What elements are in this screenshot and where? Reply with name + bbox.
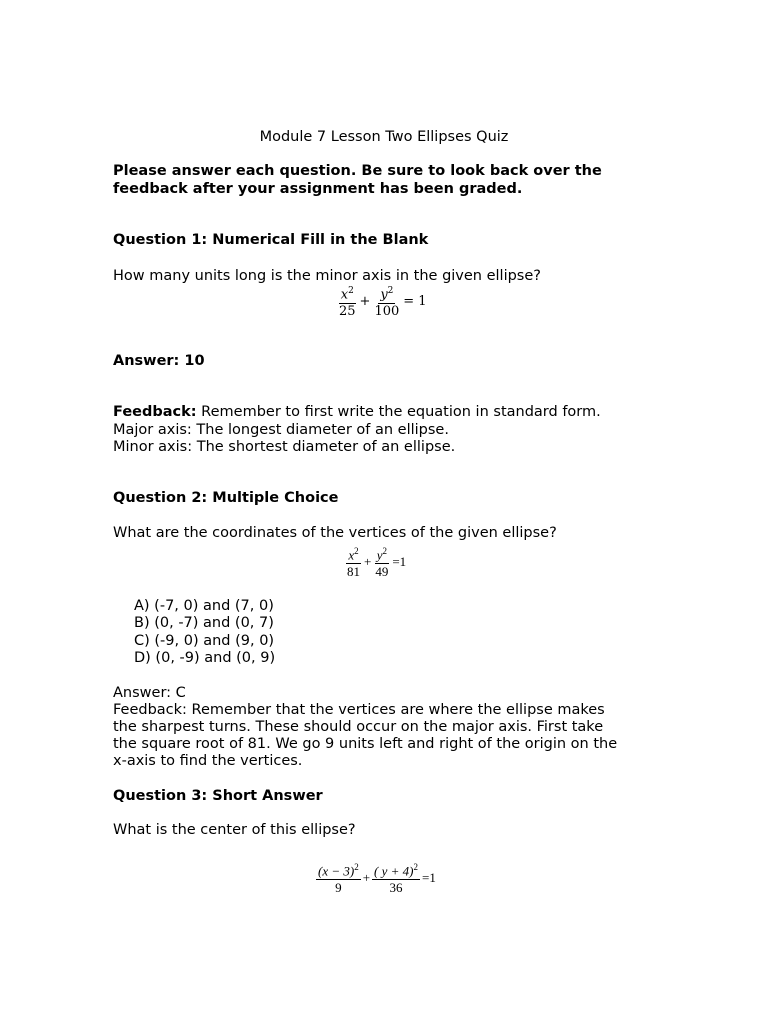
- fraction-y: $\frac{y^2}{49}$: [373, 543, 390, 580]
- question-2-feedback-line-4: x-axis to find the vertices.: [113, 753, 303, 769]
- intro-line-1: Please answer each question. Be sure to look back over the: [113, 163, 602, 179]
- fraction-y: $\frac{( y + 4)^2}{36}$: [372, 859, 420, 896]
- fraction-y: $\frac{y^2}{100}$: [372, 283, 401, 320]
- question-1-answer: Answer: 10: [113, 353, 205, 369]
- page-title: Module 7 Lesson Two Ellipses Quiz: [259, 129, 509, 145]
- major-axis-definition: Major axis: The longest diameter of an ellipse.: [113, 422, 449, 438]
- fraction-x: $\frac{x^2}{81}$: [345, 543, 362, 580]
- question-2-equation: $\frac{x^2}{81}$ + $\frac{y^2}{49}$ =1: [345, 543, 408, 580]
- question-2-feedback-line-2: the sharpest turns. These should occur on the major axis. First take: [113, 719, 604, 735]
- option-a: A) (-7, 0) and (7, 0): [134, 598, 274, 614]
- question-1-heading: Question 1: Numerical Fill in the Blank: [113, 232, 429, 248]
- question-3-prompt: What is the center of this ellipse?: [113, 822, 356, 838]
- question-2-heading: Question 2: Multiple Choice: [113, 490, 339, 506]
- question-3-heading: Question 3: Short Answer: [113, 788, 323, 804]
- question-1-prompt: How many units long is the minor axis in the given ellipse?: [113, 268, 541, 284]
- question-2-feedback-line-1: Feedback: Remember that the vertices are where the ellipse makes: [113, 702, 605, 718]
- fraction-x: $\frac{(x - 3)^2}{9}$: [316, 859, 361, 896]
- option-c: C) (-9, 0) and (9, 0): [134, 633, 275, 649]
- option-d: D) (0, -9) and (0, 9): [134, 650, 276, 666]
- question-2-feedback-line-3: the square root of 81. We go 9 units left and right of the origin on the: [113, 736, 618, 752]
- question-2-prompt: What are the coordinates of the vertices of the given ellipse?: [113, 525, 557, 541]
- question-1-feedback: Feedback: Remember to first write the equation in standard form.: [113, 404, 601, 420]
- minor-axis-definition: Minor axis: The shortest diameter of an ellipse.: [113, 439, 456, 455]
- question-2-answer: Answer: C: [113, 685, 186, 701]
- intro-line-2: feedback after your assignment has been graded.: [113, 181, 523, 197]
- fraction-x: $\frac{x^2}{25}$: [337, 283, 358, 320]
- option-b: B) (0, -7) and (0, 7): [134, 615, 274, 631]
- question-1-equation: $\frac{x^2}{25}$ + $\frac{y^2}{100}$ = 1: [337, 283, 429, 320]
- question-3-equation: $\frac{(x - 3)^2}{9}$ + $\frac{( y + 4)^2}{36}$ =1: [316, 859, 438, 896]
